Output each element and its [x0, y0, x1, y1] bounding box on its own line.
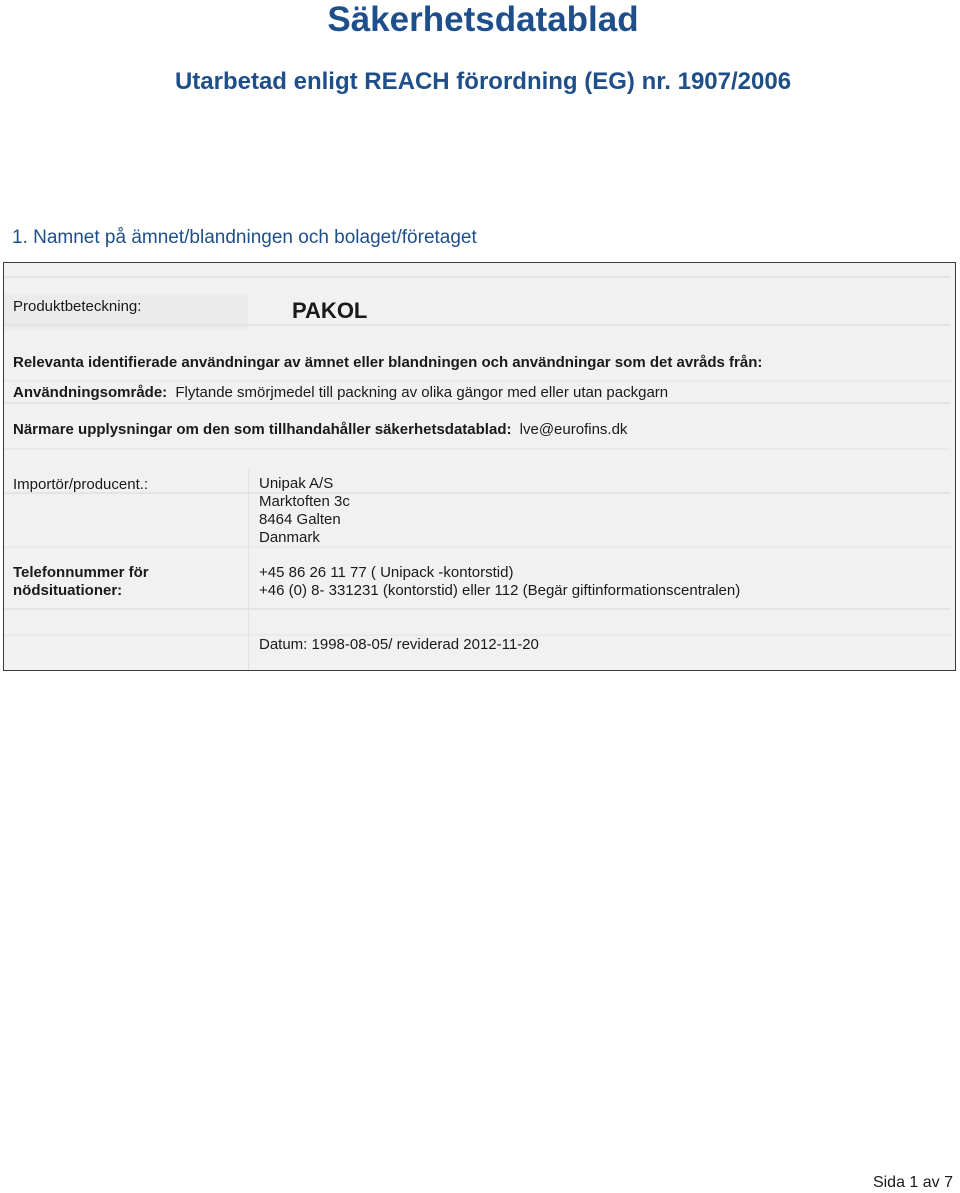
table-band: [4, 608, 950, 610]
product-label: Produktbeteckning:: [13, 298, 142, 315]
application-label: Användningsområde:: [13, 384, 168, 401]
table-band: [4, 380, 950, 382]
address-line: Danmark: [259, 529, 320, 546]
table-band: [4, 546, 950, 548]
address-line: 8464 Galten: [259, 511, 341, 528]
address-line: Marktoften 3c: [259, 493, 350, 510]
table-band: [4, 448, 950, 450]
contact-row: [13, 421, 627, 438]
product-name: PAKOL: [292, 298, 368, 323]
application-value: Flytande smörjmedel till packning av olika gängor med eller utan packgarn: [175, 384, 669, 401]
application-row: [13, 384, 668, 401]
contact-email: lve@eurofins.dk: [519, 421, 628, 438]
table-band: [4, 276, 950, 278]
importer-address: [259, 475, 350, 547]
emergency-label-line: Telefonnummer för: [13, 564, 149, 581]
document-subtitle: Utarbetad enligt REACH förordning (EG) nr. 1907/2006: [174, 68, 792, 95]
emergency-numbers: [259, 564, 740, 600]
page-indicator: Sida 1 av 7: [872, 1174, 953, 1191]
table-band: [4, 402, 950, 404]
emergency-label-line: nödsituationer:: [13, 582, 123, 599]
uses-heading: Relevanta identifierade användningar av ämnet eller blandningen och användningar som det avråds från:: [13, 354, 763, 371]
revision-date: Datum: 1998-08-05/ reviderad 2012-11-20: [259, 636, 539, 653]
column-divider: [248, 470, 249, 670]
importer-label: Importör/producent.:: [13, 476, 149, 493]
document-title: Säkerhetsdatablad: [327, 0, 639, 39]
table-band: [4, 324, 950, 326]
phone-line: +46 (0) 8- 331231 (kontorstid) eller 112 (Begär giftinformationscentralen): [259, 582, 741, 599]
address-line: Unipak A/S: [259, 475, 334, 492]
emergency-label: [13, 564, 149, 600]
contact-label: Närmare upplysningar om den som tillhandahåller säkerhetsdatablad:: [13, 421, 512, 438]
section-heading: 1. Namnet på ämnet/blandningen och bolaget/företaget: [12, 227, 477, 248]
phone-line: +45 86 26 11 77 ( Unipack -kontorstid): [259, 564, 514, 581]
